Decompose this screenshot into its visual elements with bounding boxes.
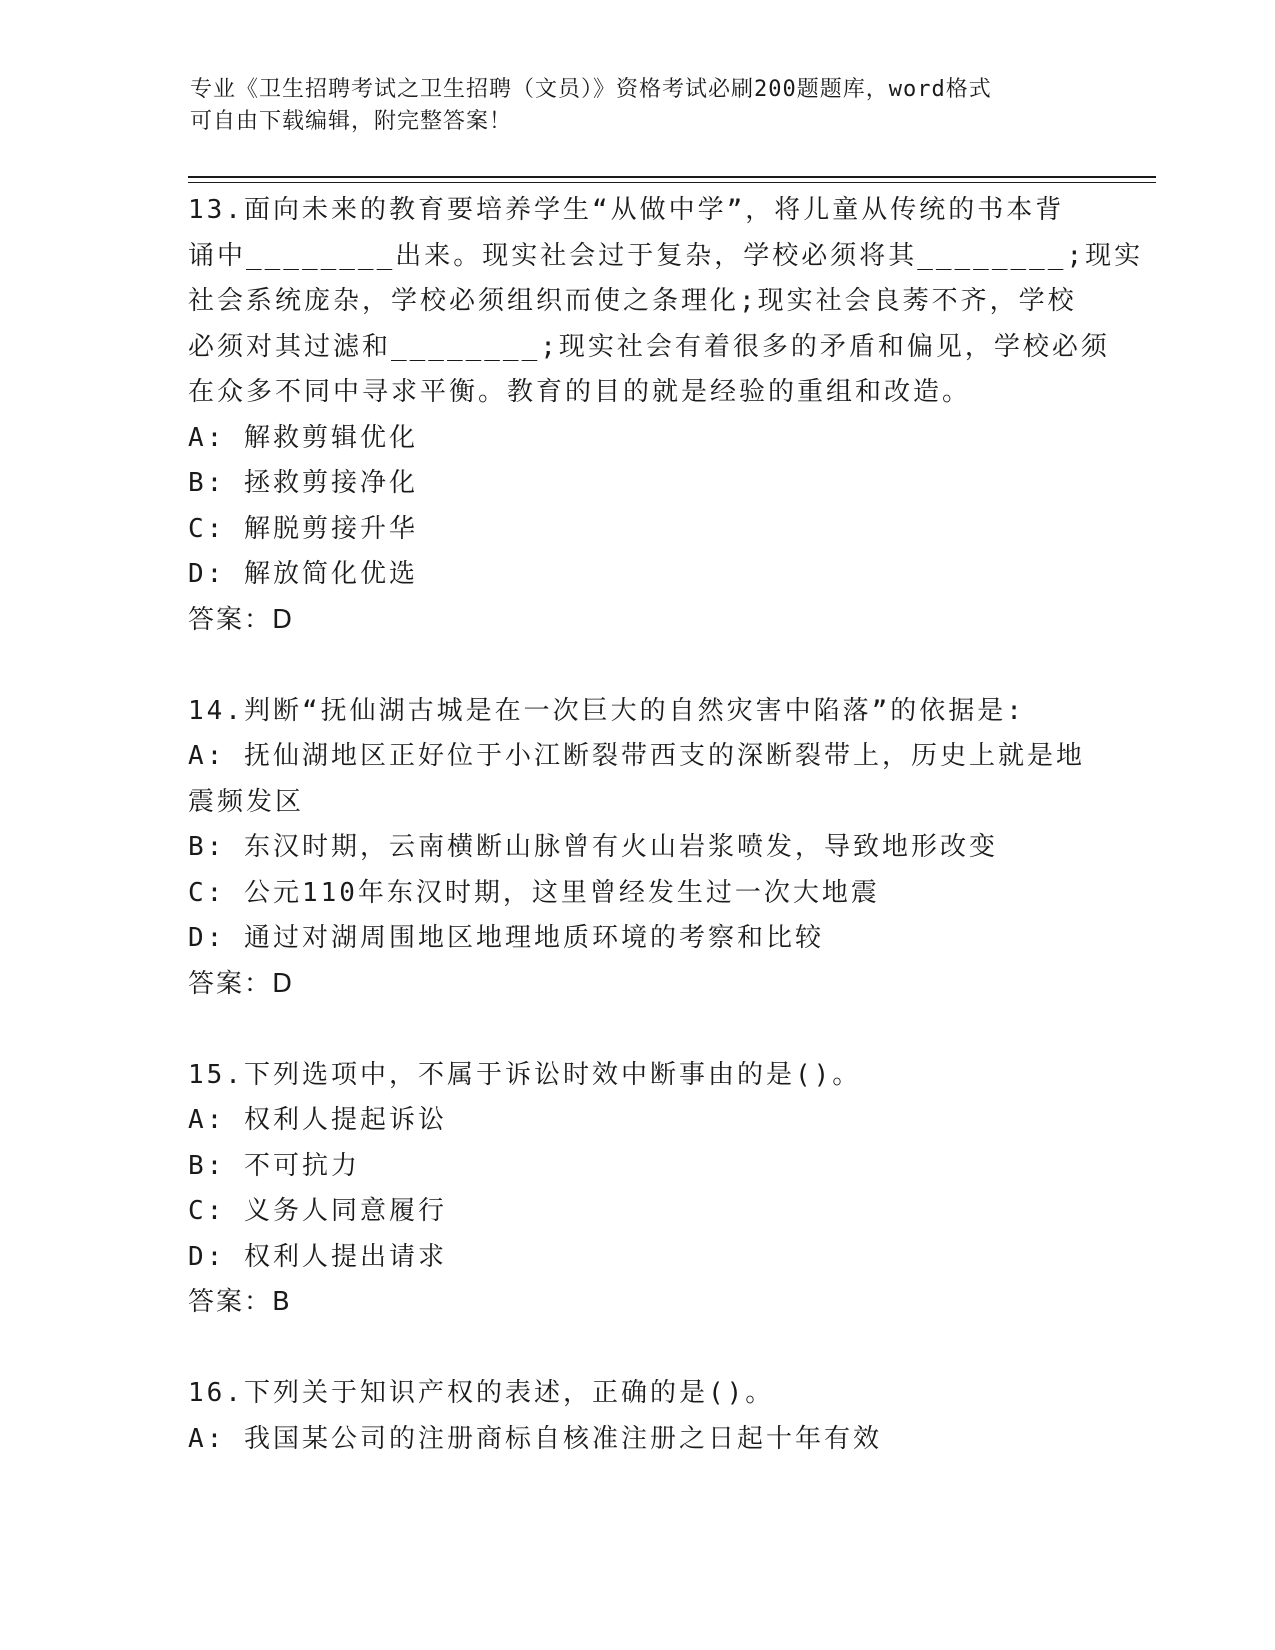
answer-label: 答案：D: [188, 604, 295, 635]
question-spacer: [188, 1326, 1078, 1372]
question-16: [188, 1371, 1078, 1462]
option-c: C: 公元110年东汉时期，这里曾经发生过一次大地震: [188, 877, 880, 908]
question-15: [188, 1053, 1078, 1326]
question-stem-line: 15.下列选项中，不属于诉讼时效中断事由的是()。: [188, 1059, 862, 1090]
question-stem-line: 必须对其过滤和________;现实社会有着很多的矛盾和偏见，学校必须: [188, 331, 1110, 362]
option-a: A: 权利人提起诉讼: [188, 1105, 447, 1135]
question-stem-line: 社会系统庞杂，学校必须组织而使之条理化;现实社会良莠不齐，学校: [188, 286, 1077, 316]
option-b: B: 不可抗力: [188, 1150, 360, 1181]
question-spacer: [188, 1007, 1078, 1053]
option-a: A: 抚仙湖地区正好位于小江断裂带西支的深断裂带上，历史上就是地: [188, 741, 1085, 771]
option-b: B: 拯救剪接净化: [188, 468, 418, 498]
option-a-continued: 震频发区: [188, 786, 305, 817]
question-stem-line: 14.判断“抚仙湖古城是在一次巨大的自然灾害中陷落”的依据是:: [188, 695, 1025, 726]
option-d: D: 通过对湖周围地区地理地质环境的考察和比较: [188, 923, 824, 953]
question-stem-line: 13.面向未来的教育要培养学生“从做中学”，将儿童从传统的书本背: [188, 195, 1065, 225]
question-13: [188, 188, 1144, 643]
question-spacer: [188, 643, 1078, 689]
option-c: C: 义务人同意履行: [188, 1196, 447, 1226]
option-b: B: 东汉时期，云南横断山脉曾有火山岩浆喷发，导致地形改变: [188, 832, 998, 862]
option-d: D: 解放简化优选: [188, 559, 418, 589]
header-line-2: 可自由下载编辑，附完整答案！: [190, 109, 513, 134]
header-line-1: 专业《卫生招聘考试之卫生招聘（文员）》资格考试必刷200题题库，word格式: [190, 77, 992, 102]
question-stem-line: 在众多不同中寻求平衡。教育的目的就是经验的重组和改造。: [188, 377, 972, 407]
question-stem-line: 诵中________出来。现实社会过于复杂，学校必须将其________;现实: [188, 240, 1144, 271]
option-d: D: 权利人提出请求: [188, 1241, 447, 1272]
question-stem-line: 16.下列关于知识产权的表述，正确的是()。: [188, 1378, 775, 1408]
answer-label: 答案：D: [188, 968, 295, 999]
option-a: A: 解救剪辑优化: [188, 422, 418, 453]
option-c: C: 解脱剪接升华: [188, 513, 418, 544]
document-header: [190, 74, 1090, 138]
header-divider-thick: [188, 176, 1156, 178]
question-14: [188, 689, 1085, 1008]
answer-label: 答案：B: [188, 1287, 292, 1317]
header-divider-thin: [188, 182, 1156, 183]
question-list: [188, 188, 1144, 1462]
option-a: A: 我国某公司的注册商标自核准注册之日起十年有效: [188, 1423, 882, 1454]
